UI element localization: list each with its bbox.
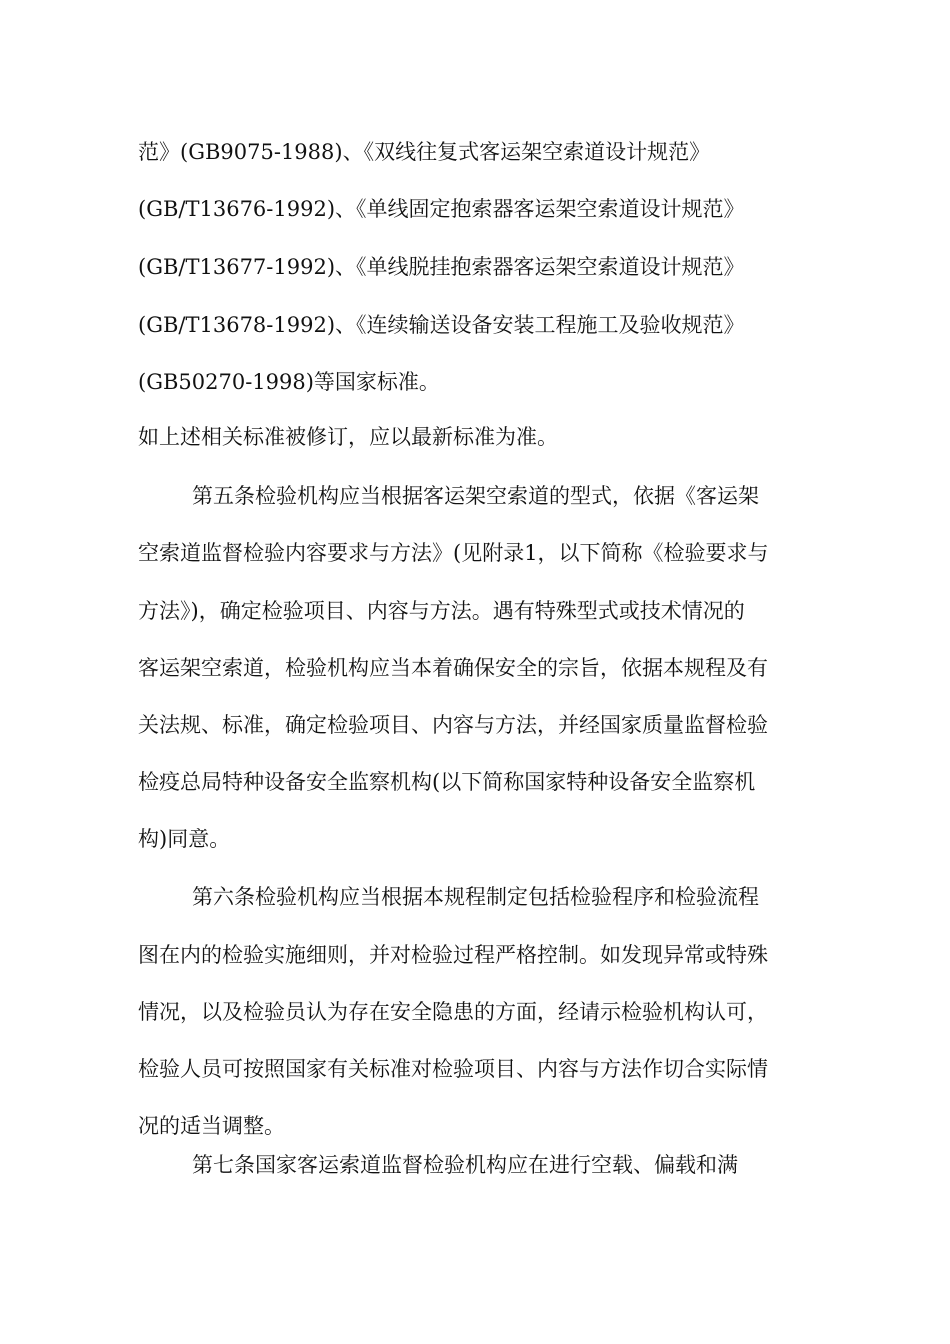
text-line: 检验人员可按照国家有关标准对检验项目、内容与方法作切合实际情 [138,1057,768,1081]
text-line: 图在内的检验实施细则，并对检验过程严格控制。如发现异常或特殊 [138,943,768,967]
text-line: 关法规、标准，确定检验项目、内容与方法，并经国家质量监督检验 [138,713,768,737]
text-line: 客运架空索道，检验机构应当本着确保安全的宗旨，依据本规程及有 [138,656,768,680]
text-line: 况的适当调整。 [138,1114,285,1138]
paragraph-start-article-5: 第五条检验机构应当根据客运架空索道的型式，依据《客运架 [192,484,759,508]
text-line: 方法》)，确定检验项目、内容与方法。遇有特殊型式或技术情况的 [138,599,745,623]
text-line: 范》(GB9075-1988)、《双线往复式客运架空索道设计规范》 [138,140,711,164]
paragraph-start-article-7: 第七条国家客运索道监督检验机构应在进行空载、偏载和满 [192,1153,738,1177]
text-line: (GB/T13676-1992)、《单线固定抱索器客运架空索道设计规范》 [138,197,745,221]
paragraph-start-article-6: 第六条检验机构应当根据本规程制定包括检验程序和检验流程 [192,885,759,909]
text-line: 如上述相关标准被修订，应以最新标准为准。 [138,425,558,449]
text-line: 构)同意。 [138,827,231,851]
text-line: 情况，以及检验员认为存在安全隐患的方面，经请示检验机构认可， [138,1000,768,1024]
text-line: (GB50270-1998)等国家标准。 [138,370,440,394]
text-line: 空索道监督检验内容要求与方法》(见附录1，以下简称《检验要求与 [138,541,769,565]
text-line: (GB/T13678-1992)、《连续输送设备安装工程施工及验收规范》 [138,313,745,337]
text-line: (GB/T13677-1992)、《单线脱挂抱索器客运架空索道设计规范》 [138,255,745,279]
text-line: 检疫总局特种设备安全监察机构(以下简称国家特种设备安全监察机 [138,770,756,794]
